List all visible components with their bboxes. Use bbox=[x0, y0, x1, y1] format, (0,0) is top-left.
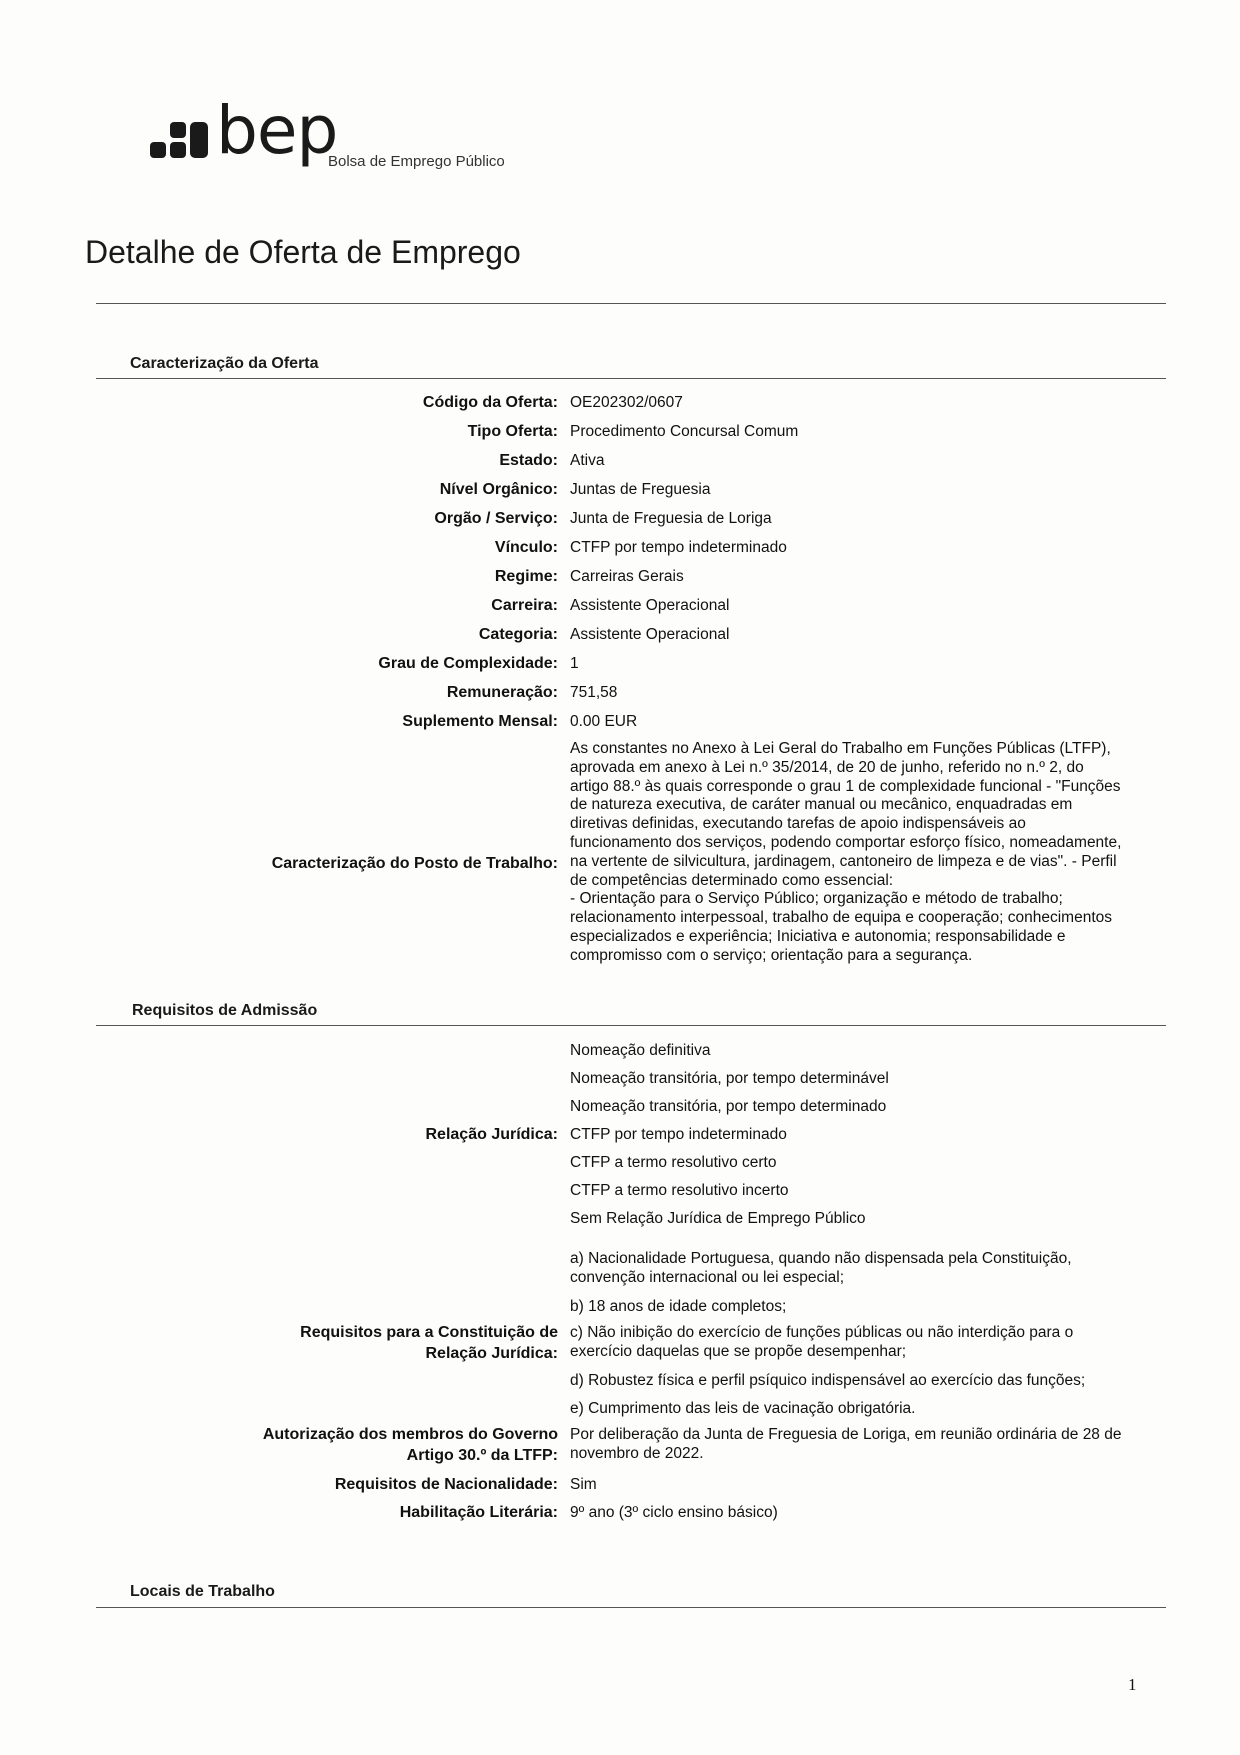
section-locais: Locais de Trabalho bbox=[130, 1583, 275, 1600]
section-divider bbox=[96, 1607, 1166, 1608]
relacao-option: CTFP a termo resolutivo certo bbox=[570, 1154, 777, 1171]
categoria-value: Assistente Operacional bbox=[570, 626, 730, 643]
posto-line: relacionamento interpessoal, trabalho de equipa e cooperação; conhecimentos bbox=[570, 909, 1112, 927]
nacionalidade-label: Requisitos de Nacionalidade: bbox=[334, 1476, 558, 1493]
tipo-label: Tipo Oferta: bbox=[467, 423, 558, 440]
section-requisitos: Requisitos de Admissão bbox=[132, 1002, 318, 1019]
relacao-option: Sem Relação Jurídica de Emprego Público bbox=[570, 1210, 866, 1227]
vinculo-label: Vínculo: bbox=[494, 539, 558, 556]
constituicao-item-a: convenção internacional ou lei especial; bbox=[570, 1269, 845, 1286]
carreira-label: Carreira: bbox=[491, 597, 558, 614]
suplemento-value: 0.00 EUR bbox=[570, 713, 638, 730]
estado-label: Estado: bbox=[499, 452, 558, 469]
orgao-value: Junta de Freguesia de Loriga bbox=[570, 510, 772, 527]
constituicao-item-c: exercício daquelas que se propõe desempenhar; bbox=[570, 1343, 907, 1360]
section-divider bbox=[96, 378, 1166, 379]
estado-value: Ativa bbox=[570, 452, 605, 469]
title-divider bbox=[96, 303, 1166, 304]
relacao-option: CTFP por tempo indeterminado bbox=[570, 1126, 787, 1143]
grau-value: 1 bbox=[570, 655, 579, 672]
autorizacao-value: Por deliberação da Junta de Freguesia de Loriga, em reunião ordinária de 28 de bbox=[570, 1426, 1122, 1443]
codigo-value: OE202302/0607 bbox=[570, 394, 683, 411]
grau-label: Grau de Complexidade: bbox=[378, 655, 558, 672]
constituicao-item-d: d) Robustez física e perfil psíquico indispensável ao exercício das funções; bbox=[570, 1372, 1086, 1389]
section-divider bbox=[96, 1025, 1166, 1026]
posto-line: artigo 88.º às quais corresponde o grau 1 de complexidade funcional - "Funções bbox=[570, 777, 1121, 795]
posto-line: diretivas definidas, executando tarefas de apoio indispensáveis ao bbox=[570, 815, 1026, 833]
remuneracao-label: Remuneração: bbox=[446, 684, 558, 701]
constituicao-item-c: c) Não inibição do exercício de funções públicas ou não interdição para o bbox=[570, 1324, 1074, 1341]
posto-line: funcionamento dos serviços, podendo comportar esforço físico, nomeadamente, bbox=[570, 833, 1122, 851]
section-caracterizacao: Caracterização da Oferta bbox=[130, 355, 319, 372]
posto-line: de natureza executiva, de caráter manual ou mecânico, enquadradas em bbox=[570, 796, 1073, 814]
regime-label: Regime: bbox=[494, 568, 558, 585]
constituicao-item-a: a) Nacionalidade Portuguesa, quando não dispensada pela Constituição, bbox=[570, 1250, 1072, 1267]
relacao-option: Nomeação definitiva bbox=[570, 1042, 711, 1059]
orgao-label: Orgão / Serviço: bbox=[434, 510, 558, 527]
codigo-label: Código da Oferta: bbox=[422, 394, 558, 411]
remuneracao-value: 751,58 bbox=[570, 684, 618, 701]
nivel-label: Nível Orgânico: bbox=[439, 481, 558, 498]
relacao-option: Nomeação transitória, por tempo determinado bbox=[570, 1098, 887, 1115]
carreira-value: Assistente Operacional bbox=[570, 597, 730, 614]
relacao-option: CTFP a termo resolutivo incerto bbox=[570, 1182, 789, 1199]
posto-line: - Orientação para o Serviço Público; organização e método de trabalho; bbox=[570, 890, 1063, 908]
posto-description bbox=[570, 740, 1170, 966]
habilitacao-label: Habilitação Literária: bbox=[399, 1504, 558, 1521]
logo-word: bep bbox=[216, 92, 338, 169]
posto-line: de competências determinado como essencial: bbox=[570, 871, 894, 889]
posto-line: na vertente de silvicultura, jardinagem, cantoneiro de limpeza e de vias". - Perfil bbox=[570, 852, 1117, 870]
categoria-label: Categoria: bbox=[478, 626, 558, 643]
logo-subtitle: Bolsa de Emprego Público bbox=[328, 153, 505, 170]
regime-value: Carreiras Gerais bbox=[570, 568, 684, 585]
autorizacao-label: Autorização dos membros do Governo bbox=[262, 1426, 558, 1443]
autorizacao-value: novembro de 2022. bbox=[570, 1445, 704, 1462]
relacao-option: Nomeação transitória, por tempo determinável bbox=[570, 1070, 889, 1087]
suplemento-label: Suplemento Mensal: bbox=[402, 713, 558, 730]
page-title: Detalhe de Oferta de Emprego bbox=[85, 234, 521, 270]
posto-line: aprovada em anexo à Lei n.º 35/2014, de 20 de junho, referido no n.º 2, do bbox=[570, 758, 1084, 776]
posto-line: compromisso com o serviço; orientação para a segurança. bbox=[570, 946, 973, 964]
posto-line: especializados e experiência; Iniciativa e autonomia; responsabilidade e bbox=[570, 927, 1066, 945]
tipo-value: Procedimento Concursal Comum bbox=[570, 423, 799, 440]
posto-line: As constantes no Anexo à Lei Geral do Trabalho em Funções Públicas (LTFP), bbox=[570, 740, 1111, 757]
posto-label: Caracterização do Posto de Trabalho: bbox=[271, 855, 558, 872]
nivel-value: Juntas de Freguesia bbox=[570, 481, 711, 498]
bep-logo-mark-icon bbox=[150, 120, 210, 175]
page-number: 1 bbox=[1128, 1675, 1137, 1694]
nacionalidade-value: Sim bbox=[570, 1476, 597, 1493]
constituicao-label: Requisitos para a Constituição de bbox=[300, 1324, 558, 1341]
constituicao-label: Relação Jurídica: bbox=[425, 1345, 558, 1362]
habilitacao-value: 9º ano (3º ciclo ensino básico) bbox=[570, 1504, 778, 1521]
constituicao-item-b: b) 18 anos de idade completos; bbox=[570, 1298, 787, 1315]
constituicao-item-e: e) Cumprimento das leis de vacinação obrigatória. bbox=[570, 1400, 916, 1417]
vinculo-value: CTFP por tempo indeterminado bbox=[570, 539, 787, 556]
relacao-label: Relação Jurídica: bbox=[425, 1126, 558, 1143]
autorizacao-label: Artigo 30.º da LTFP: bbox=[406, 1447, 558, 1464]
